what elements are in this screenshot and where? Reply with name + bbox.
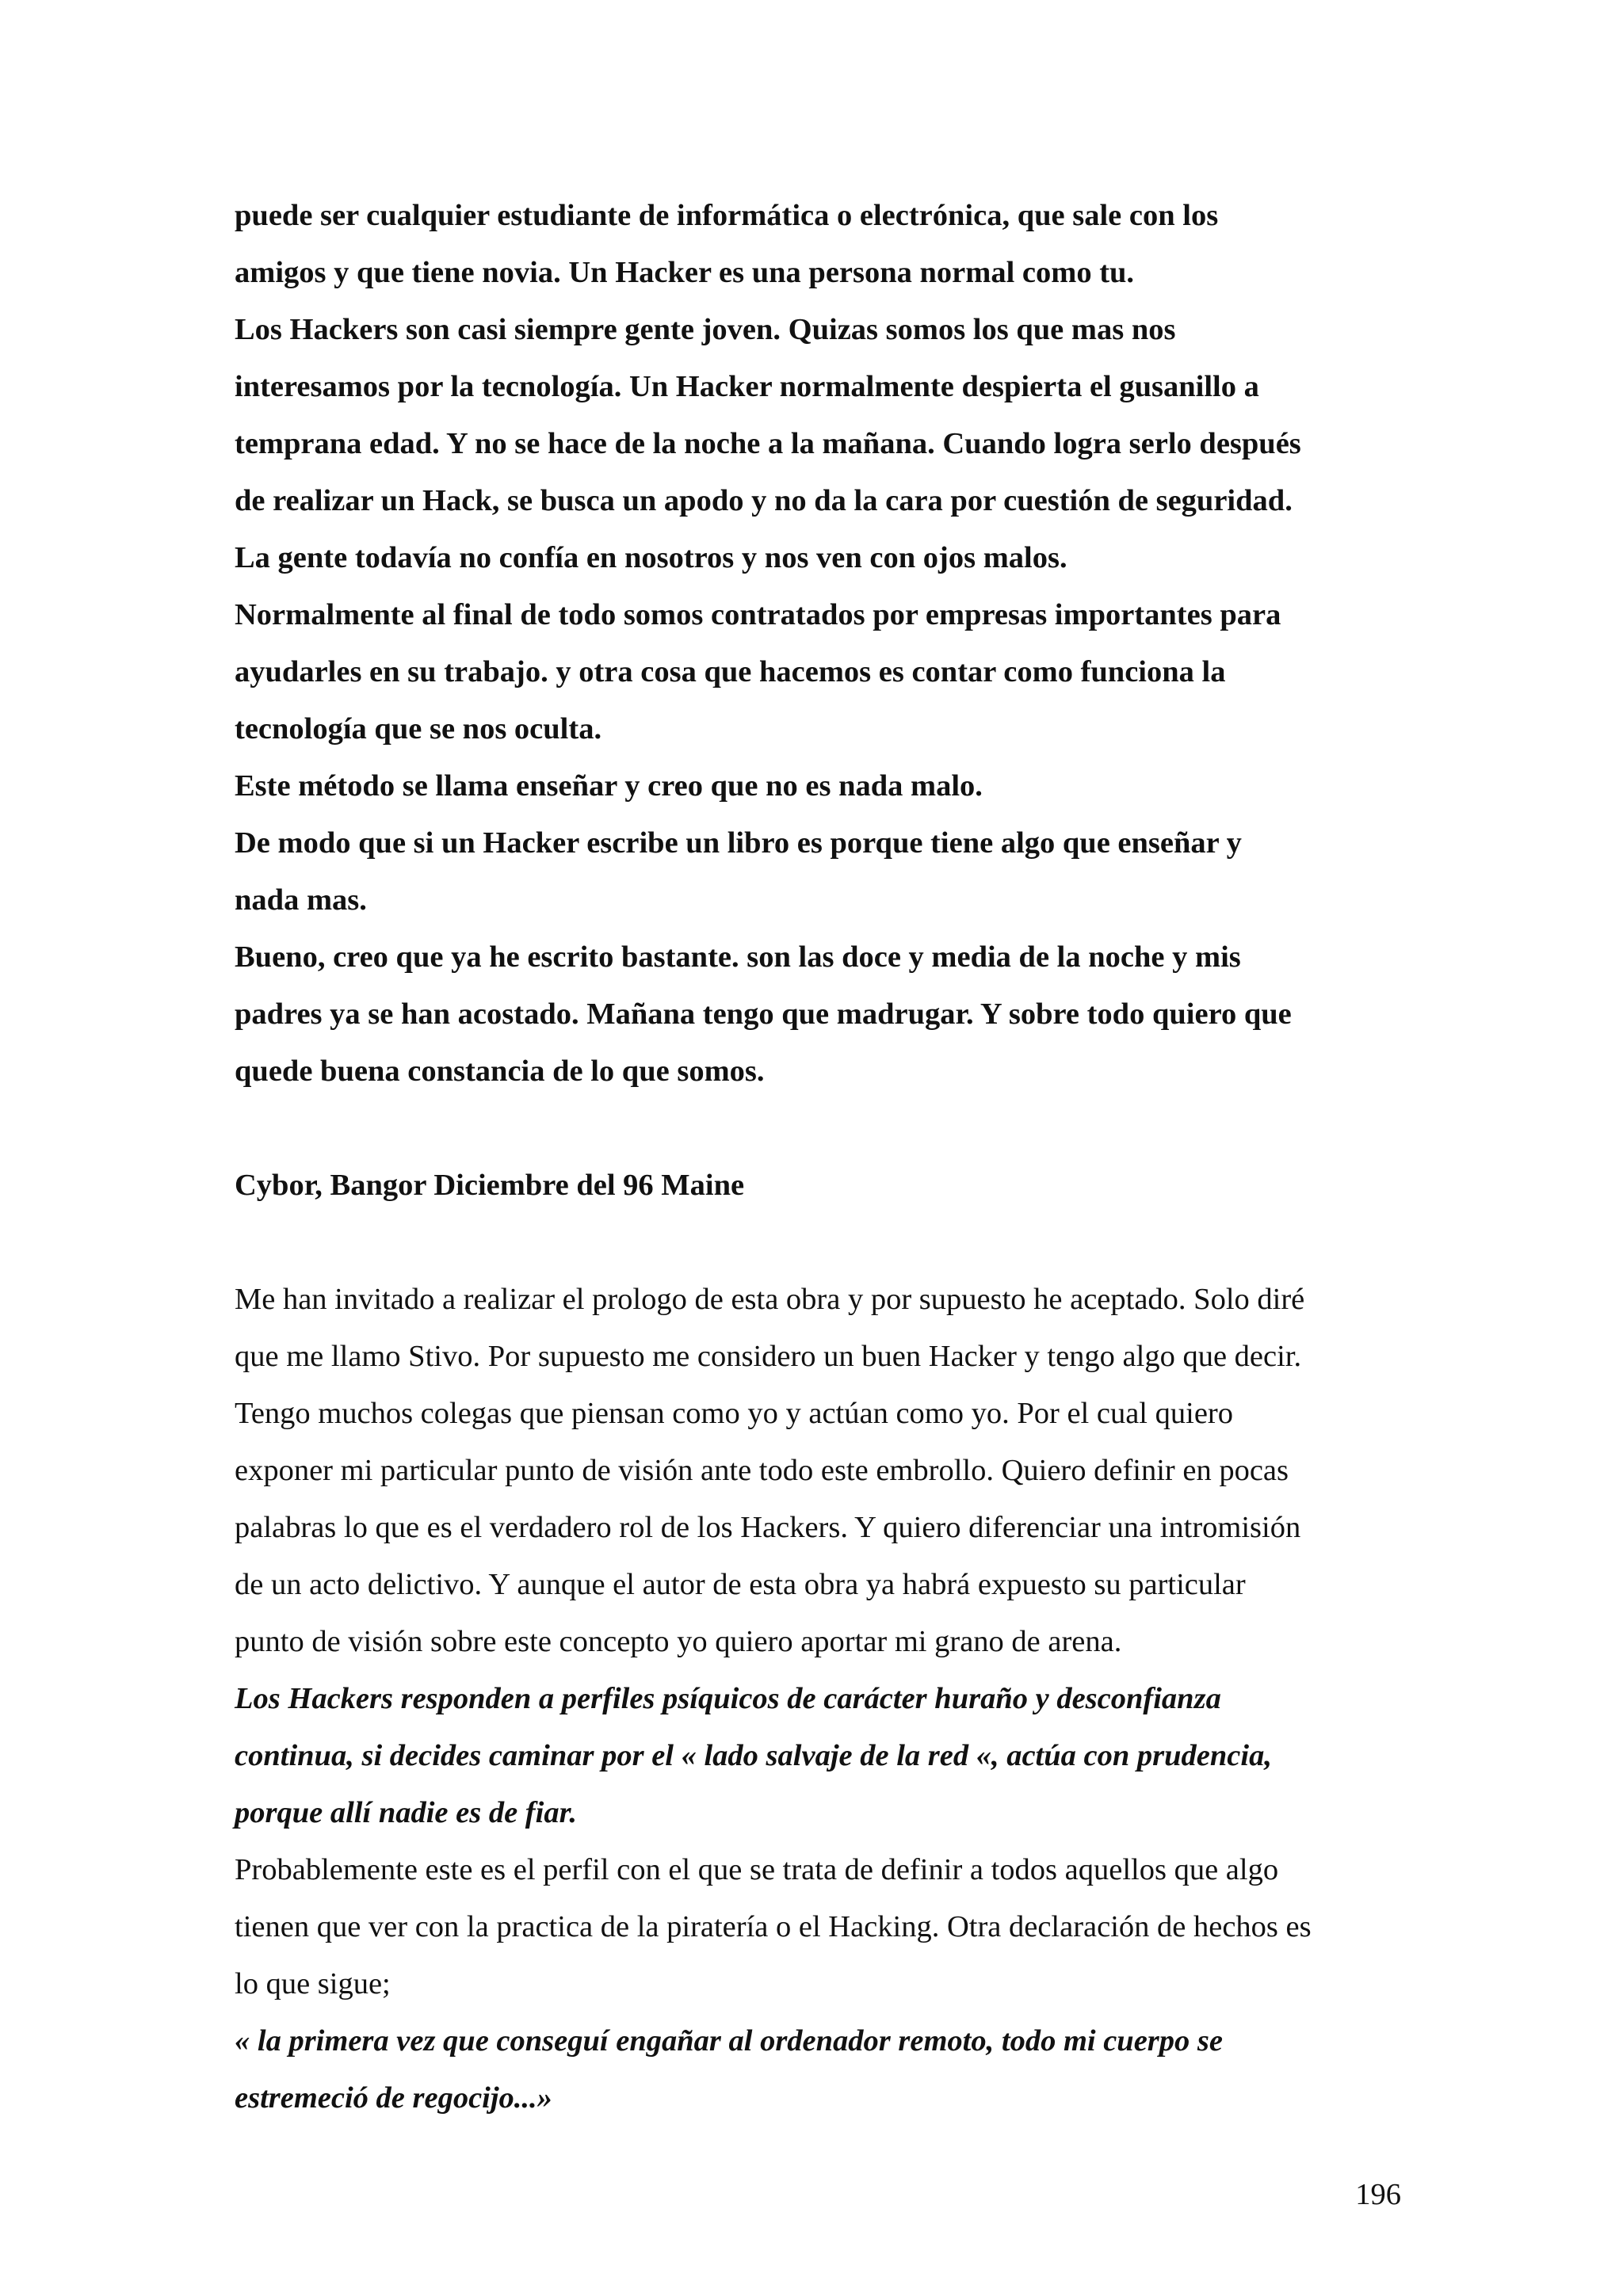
text-line: puede ser cualquier estudiante de informática o electrónica, que sale con los [235,199,1219,232]
text-line: lo que sigue; [235,1967,391,2000]
signature-line: Cybor, Bangor Diciembre del 96 Maine [235,1169,745,1202]
text-line: tecnología que se nos oculta. [235,712,602,746]
text-line: temprana edad. Y no se hace de la noche a la mañana. Cuando logra serlo después [235,427,1301,460]
paragraph-gap [235,1100,1407,1157]
quote-line: porque allí nadie es de fiar. [235,1796,578,1829]
bold-paragraph-hackers-young [235,187,1407,1100]
text-line: Normalmente al final de todo somos contratados por empresas importantes para [235,598,1281,631]
quote-line: « la primera vez que conseguí engañar al ordenador remoto, todo mi cuerpo se [235,2024,1223,2058]
text-line: punto de visión sobre este concepto yo quiero aportar mi grano de arena. [235,1625,1122,1658]
text-line: nada mas. [235,883,367,917]
text-line: palabras lo que es el verdadero rol de los Hackers. Y quiero diferenciar una intromisión [235,1511,1301,1544]
paragraph-profile-definition [235,1841,1407,2012]
text-line: Probablemente este es el perfil con el que se trata de definir a todos aquellos que algo [235,1853,1279,1886]
text-line: interesamos por la tecnología. Un Hacker normalmente despierta el gusanillo a [235,370,1259,403]
text-line: quede buena constancia de lo que somos. [235,1055,765,1088]
text-line: padres ya se han acostado. Mañana tengo que madrugar. Y sobre todo quiero que [235,997,1292,1031]
text-line: Tengo muchos colegas que piensan como yo y actúan como yo. Por el cual quiero [235,1397,1233,1430]
text-line: De modo que si un Hacker escribe un libro es porque tiene algo que enseñar y [235,826,1242,860]
text-line: tienen que ver con la practica de la piratería o el Hacking. Otra declaración de hechos es [235,1910,1312,1943]
paragraph-stivo-prologue [235,1271,1407,1670]
text-line: Este método se llama enseñar y creo que no es nada malo. [235,769,983,803]
quote-hacker-profile [235,1670,1407,1841]
text-line: de un acto delictivo. Y aunque el autor de esta obra ya habrá expuesto su particular [235,1568,1246,1601]
text-line: que me llamo Stivo. Por supuesto me considero un buen Hacker y tengo algo que decir. [235,1340,1302,1373]
text-line: exponer mi particular punto de visión ante todo este embrollo. Quiero definir en pocas [235,1454,1289,1487]
quote-line: estremeció de regocijo...» [235,2081,552,2115]
paragraph-gap [235,1214,1407,1271]
text-line: amigos y que tiene novia. Un Hacker es una persona normal como tu. [235,256,1135,289]
page-body [235,187,1407,2126]
text-line: La gente todavía no confía en nosotros y nos ven con ojos malos. [235,541,1067,574]
signature-cybor [235,1157,1407,1214]
quote-first-time [235,2012,1407,2126]
text-line: Bueno, creo que ya he escrito bastante. son las doce y media de la noche y mis [235,940,1241,974]
text-line: Los Hackers son casi siempre gente joven. Quizas somos los que mas nos [235,313,1176,346]
page-number: 196 [1355,2178,1401,2211]
text-line: Me han invitado a realizar el prologo de esta obra y por supuesto he aceptado. Solo diré [235,1283,1305,1316]
quote-line: continua, si decides caminar por el « lado salvaje de la red «, actúa con prudencia, [235,1739,1272,1772]
text-line: de realizar un Hack, se busca un apodo y no da la cara por cuestión de seguridad. [235,484,1293,517]
quote-line: Los Hackers responden a perfiles psíquicos de carácter huraño y desconfianza [235,1682,1221,1715]
text-line: ayudarles en su trabajo. y otra cosa que hacemos es contar como funciona la [235,655,1226,688]
